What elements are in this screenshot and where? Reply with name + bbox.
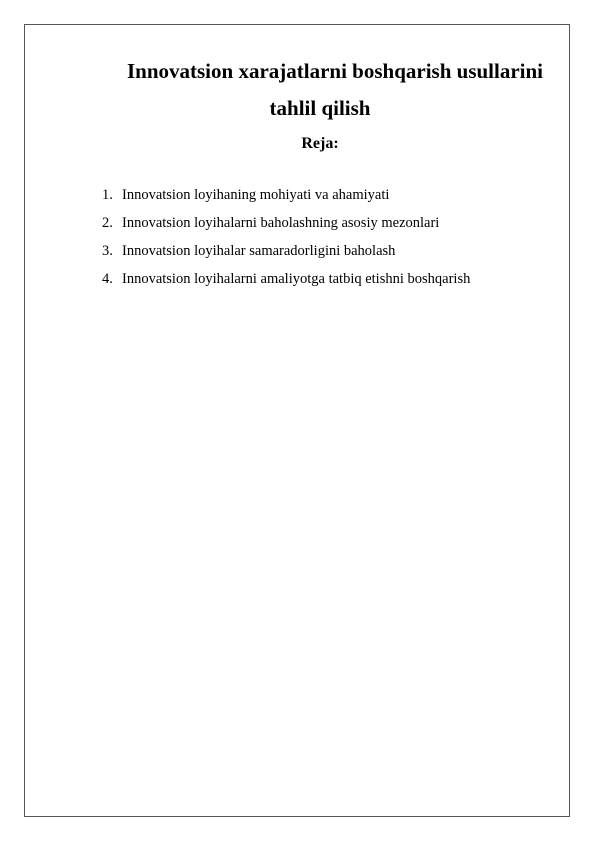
plan-item-2 bbox=[102, 216, 470, 244]
plan-item-number: 3. bbox=[102, 243, 113, 259]
document-title-line-1: Innovatsion xarajatlarni boshqarish usullarini bbox=[126, 59, 544, 83]
plan-heading: Reja: bbox=[301, 135, 339, 152]
document-title-line-2: tahlil qilish bbox=[269, 96, 371, 120]
plan-item-number: 2. bbox=[102, 215, 113, 231]
plan-item-number: 1. bbox=[102, 187, 113, 203]
plan-item-text: Innovatsion loyihalarni baholashning asosiy mezonlari bbox=[122, 215, 440, 231]
plan-item-number: 4. bbox=[102, 271, 113, 287]
plan-item-4 bbox=[102, 272, 470, 300]
plan-list bbox=[102, 188, 470, 300]
plan-item-text: Innovatsion loyihalar samaradorligini baholash bbox=[122, 243, 396, 259]
plan-item-text: Innovatsion loyihaning mohiyati va ahamiyati bbox=[122, 187, 390, 203]
plan-item-3 bbox=[102, 244, 470, 272]
plan-item-1 bbox=[102, 188, 470, 216]
plan-item-text: Innovatsion loyihalarni amaliyotga tatbiq etishni boshqarish bbox=[122, 271, 471, 287]
